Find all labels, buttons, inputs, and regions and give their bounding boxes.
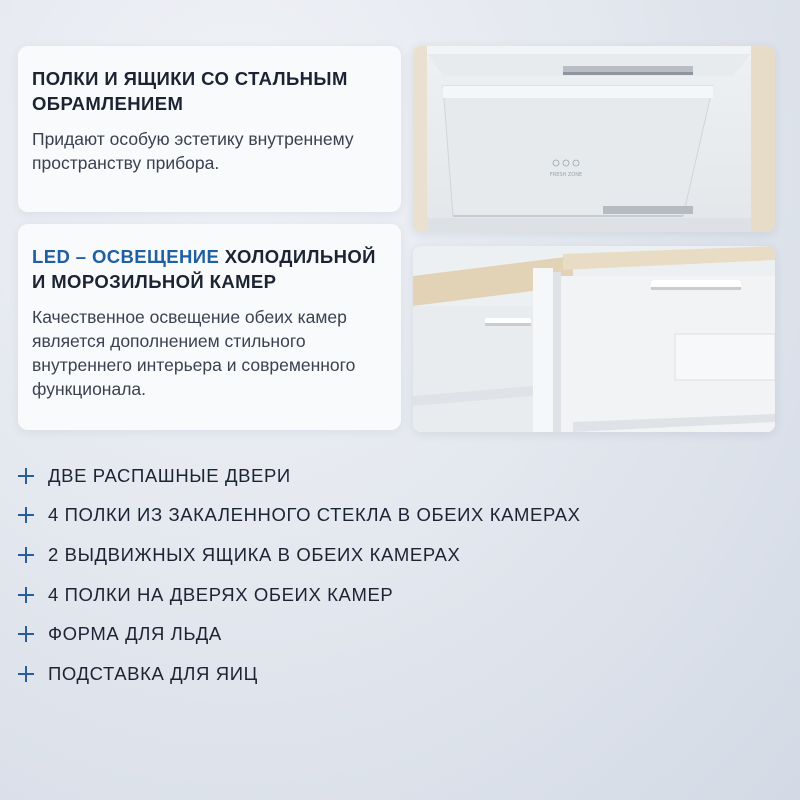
- plus-icon: [18, 547, 34, 563]
- list-item: [18, 614, 581, 654]
- card-title: [32, 244, 387, 294]
- feature-text: 4 ПОЛКИ ИЗ ЗАКАЛЕННОГО СТЕКЛА В ОБЕИХ КАМЕРАХ: [48, 504, 581, 526]
- list-item: [18, 575, 581, 615]
- list-item: [18, 535, 581, 575]
- plus-icon: [18, 587, 34, 603]
- feature-text: ФОРМА ДЛЯ ЛЬДА: [48, 623, 222, 645]
- list-item: [18, 496, 581, 536]
- plus-icon: [18, 468, 34, 484]
- list-item: [18, 654, 581, 694]
- card-title-accent: LED – ОСВЕЩЕНИЕ: [32, 246, 220, 267]
- card-title: ПОЛКИ И ЯЩИКИ СО СТАЛЬНЫМ ОБРАМЛЕНИЕМ: [32, 68, 348, 114]
- plus-icon: [18, 666, 34, 682]
- fridge-interior-illustration: [413, 246, 775, 432]
- feature-card-led: [18, 224, 401, 430]
- feature-card-shelves: [18, 46, 401, 212]
- plus-icon: [18, 626, 34, 642]
- plus-icon: [18, 507, 34, 523]
- drawer-photo: [413, 46, 775, 232]
- led-lighting-photo: [413, 246, 775, 432]
- list-item: [18, 456, 581, 496]
- card-title-rest: ХОЛОДИЛЬНОЙ И МОРОЗИЛЬНОЙ КАМЕР: [32, 246, 376, 292]
- card-description: Качественное освещение обеих камер является дополнением стильного внутреннего интерьера и современного функционала.: [32, 307, 356, 399]
- drawer-illustration: [413, 46, 775, 232]
- feature-text: 4 ПОЛКИ НА ДВЕРЯХ ОБЕИХ КАМЕР: [48, 583, 394, 605]
- card-description: Придают особую эстетику внутреннему пространству прибора.: [32, 129, 354, 173]
- drawer-label: FRESH ZONE: [549, 172, 583, 178]
- feature-list: [18, 456, 581, 694]
- feature-text: ПОДСТАВКА ДЛЯ ЯИЦ: [48, 662, 258, 684]
- feature-text: ДВЕ РАСПАШНЫЕ ДВЕРИ: [48, 464, 291, 486]
- feature-text: 2 ВЫДВИЖНЫХ ЯЩИКА В ОБЕИХ КАМЕРАХ: [48, 543, 461, 565]
